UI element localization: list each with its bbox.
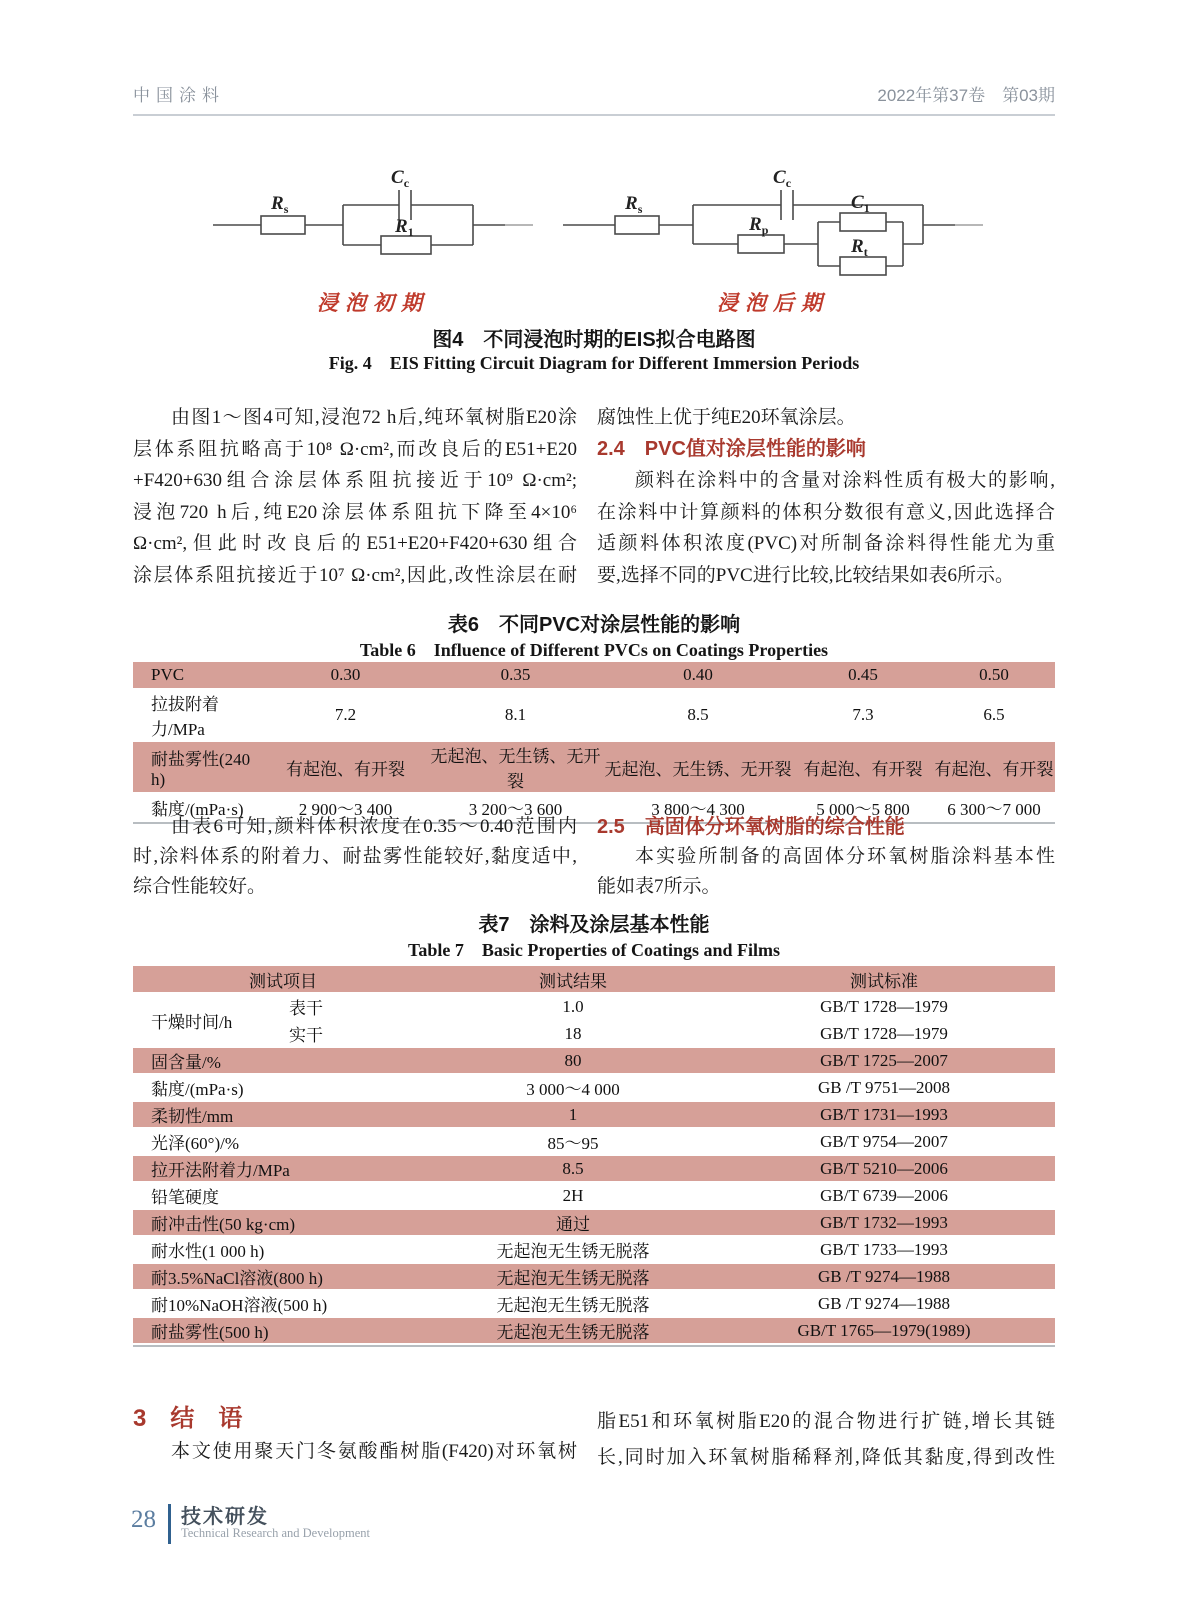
paragraph-line: 要,选择不同的PVC进行比较,比较结果如表6所示。 xyxy=(597,564,1014,586)
section-2-5-heading: 2.5 高固体分环氧树脂的综合性能 xyxy=(597,816,905,838)
table6 xyxy=(133,660,1055,824)
paragraph-line: 层体系阻抗略高于10⁸ Ω·cm²,而改良后的E51+E20 xyxy=(133,438,577,460)
table-row: 耐10%NaOH溶液(500 h) 无起泡无生锈无脱落 GB /T 9274—1988 xyxy=(151,1293,950,1315)
paragraph-line: 本实验所制备的高固体分环氧树脂涂料基本性 xyxy=(635,846,1055,867)
table-row: 拉开法附着力/MPa 8.5 GB/T 5210—2006 xyxy=(133,1156,1055,1181)
conclusion-right-column xyxy=(597,1404,1055,1476)
section-3-heading: 3 结 语 xyxy=(133,1405,243,1432)
paragraph-line: 能如表7所示。 xyxy=(597,876,721,897)
table6-title-zh: 表6 不同PVC对涂层性能的影响 xyxy=(447,614,741,636)
resistor-rt-label: $R_t$ xyxy=(851,236,868,259)
table-row: 铅笔硬度 2H GB/T 6739—2006 xyxy=(151,1185,948,1207)
paragraph-line: 腐蚀性上优于纯E20环氧涂层。 xyxy=(597,407,856,428)
page-number: 28 xyxy=(131,1506,156,1533)
table-row: 耐冲击性(50 kg·cm) 通过 GB/T 1732—1993 xyxy=(133,1210,1055,1235)
paragraph-line: 由表6可知,颜料体积浓度在0.35～0.40范围内 xyxy=(171,816,577,837)
footer-divider xyxy=(168,1504,171,1544)
table-row: 干燥时间/h 表干 1.0 GB/T 1728—1979 xyxy=(133,994,1055,1019)
table7 xyxy=(133,964,1055,1347)
paragraph-line: 时,涂料体系的附着力、耐盐雾性能较好,黏度适中, xyxy=(133,846,577,867)
table-row: 耐3.5%NaCl溶液(800 h) 无起泡无生锈无脱落 GB /T 9274—1988 xyxy=(133,1264,1055,1289)
paragraph-line: 脂E51和环氧树脂E20的混合物进行扩链,增长其链 xyxy=(597,1411,1055,1432)
resistor-rs-label: $R_s$ xyxy=(271,193,289,216)
table-row: 耐盐雾性(240 h) 有起泡、有开裂 无起泡、无生锈、无开裂 无起泡、无生锈、无开裂 有起泡、有开裂 有起泡、有开裂 xyxy=(133,742,1055,792)
section1-left-column xyxy=(133,402,577,591)
table-row: 测试项目 测试结果 测试标准 xyxy=(133,966,1055,992)
table-row: 黏度/(mPa·s) 2 900～3 400 3 200～3 600 3 800～4 300 5 000～5 800 6 300～7 000 xyxy=(151,799,1041,819)
issue-info: 2022年第37卷 第03期 xyxy=(877,86,1055,105)
capacitor-cc-label: $C_c$ xyxy=(773,168,792,190)
table-row: 固含量/% 80 GB/T 1725—2007 xyxy=(133,1048,1055,1073)
table-row: 黏度/(mPa·s) 3 000～4 000 GB /T 9751—2008 xyxy=(151,1077,950,1099)
resistor-rs-label: $R_s$ xyxy=(625,193,643,216)
table6-title-en: Table 6 Influence of Different PVCs on Coatings Properties xyxy=(359,640,829,660)
section2-left-column xyxy=(133,812,577,902)
figure4-caption-zh: 图4 不同浸泡时期的EIS拟合电路图 xyxy=(432,329,756,351)
table-row: 拉拔附着力/MPa 7.2 8.1 8.5 7.3 6.5 xyxy=(151,695,1005,739)
table-row: 实干 18 GB/T 1728—1979 xyxy=(289,1023,948,1045)
capacitor-cc-label: $C_c$ xyxy=(391,168,410,190)
conclusion-left-column xyxy=(133,1436,577,1468)
page-header xyxy=(133,76,1055,116)
paragraph-line: +F420+630组合涂层体系阻抗接近于10⁹ Ω·cm²; xyxy=(133,470,577,491)
table-row: PVC 0.30 0.35 0.40 0.45 0.50 xyxy=(133,662,1055,688)
paragraph-line: 浸泡720 h后,纯E20涂层体系阻抗下降至4×10⁶ xyxy=(133,501,577,523)
table7-title-en: Table 7 Basic Properties of Coatings and Films xyxy=(407,940,780,960)
row-group-label: 干燥时间/h xyxy=(151,1012,233,1032)
paragraph-line: 综合性能较好。 xyxy=(133,876,267,897)
table-row: 柔韧性/mm 1 GB/T 1731—1993 xyxy=(133,1102,1055,1127)
paragraph-line: 适颜料体积浓度(PVC)对所制备涂料得性能尤为重 xyxy=(597,533,1055,554)
circuit-diagram-late-immersion xyxy=(563,168,983,284)
figure-right-label: 浸泡后期 xyxy=(717,291,829,315)
resistor-rp-label: $R_p$ xyxy=(749,214,769,237)
table-row: 耐盐雾性(500 h) 无起泡无生锈无脱落 GB/T 1765—1979(1989) xyxy=(133,1318,1055,1343)
table-row: 光泽(60°)/% 85～95 GB/T 9754—2007 xyxy=(151,1131,948,1153)
paragraph-line: 颜料在涂料中的含量对涂料性质有极大的影响, xyxy=(635,470,1055,491)
paragraph-line: 涂层体系阻抗接近于10⁷ Ω·cm²,因此,改性涂层在耐 xyxy=(133,564,577,586)
circuit-diagram-early-immersion xyxy=(213,168,533,276)
section1-right-column xyxy=(597,402,1055,591)
paragraph-line: Ω·cm²,但此时改良后的E51+E20+F420+630组合 xyxy=(133,533,577,554)
journal-name: 中国涂料 xyxy=(133,86,225,105)
paragraph-line: 由图1～图4可知,浸泡72 h后,纯环氧树脂E20涂 xyxy=(171,407,577,428)
footer-column-en: Technical Research and Development xyxy=(181,1526,370,1540)
figure-left-label: 浸泡初期 xyxy=(317,291,429,315)
section2-right-column xyxy=(597,812,1055,902)
table-row: 耐水性(1 000 h) 无起泡无生锈无脱落 GB/T 1733—1993 xyxy=(151,1239,948,1261)
table7-title-zh: 表7 涂料及涂层基本性能 xyxy=(478,914,710,936)
section-2-4-heading: 2.4 PVC值对涂层性能的影响 xyxy=(597,437,866,460)
paragraph-line: 在涂料中计算颜料的体积分数很有意义,因此选择合 xyxy=(597,501,1055,523)
figure4-caption-en: Fig. 4 EIS Fitting Circuit Diagram for Different Immersion Periods xyxy=(328,353,860,373)
footer-column-zh: 技术研发 xyxy=(181,1506,269,1528)
paragraph-line: 长,同时加入环氧树脂稀释剂,降低其黏度,得到改性 xyxy=(597,1447,1055,1468)
paragraph-line: 本文使用聚天门冬氨酸酯树脂(F420)对环氧树 xyxy=(171,1441,577,1462)
capacitor-c1-label: $C_1$ xyxy=(851,192,870,215)
resistor-r1-label: $R_1$ xyxy=(395,216,414,239)
